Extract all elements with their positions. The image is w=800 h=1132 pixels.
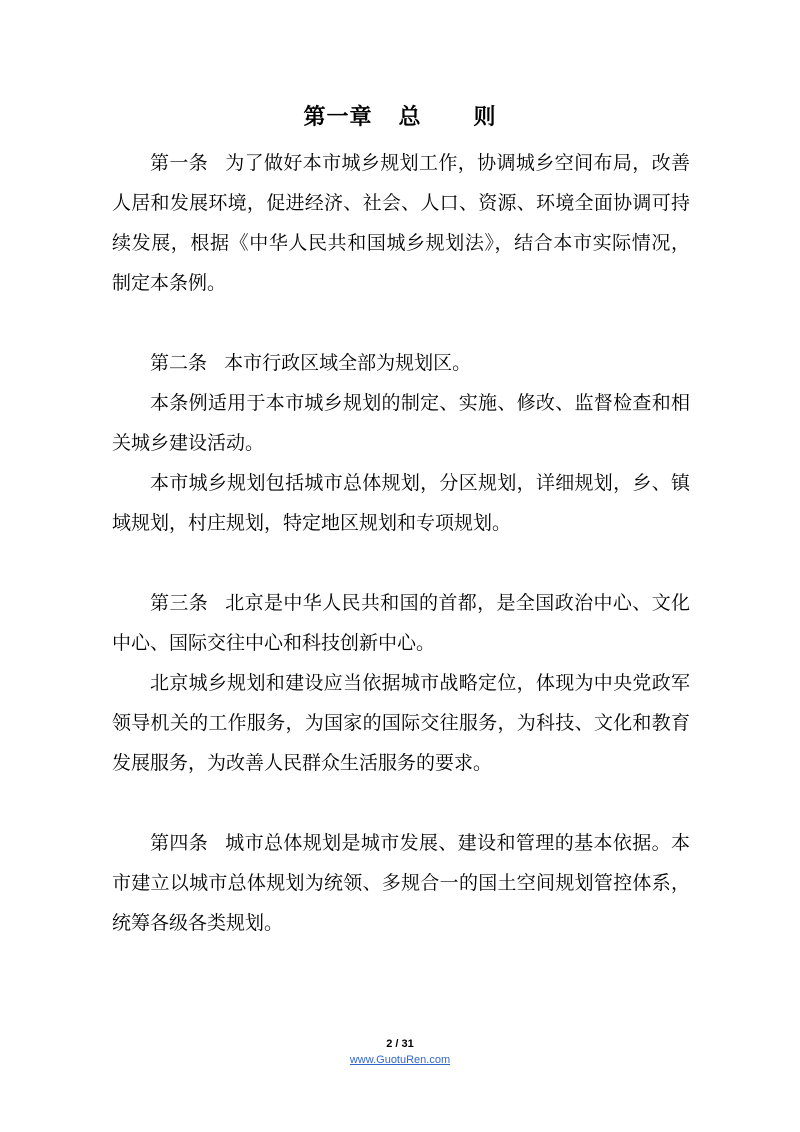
paragraph-gap bbox=[112, 543, 690, 583]
article-2-paragraph-3: 本市城乡规划包括城市总体规划，分区规划，详细规划，乡、镇域规划，村庄规划，特定地区规划和专项规划。 bbox=[112, 472, 690, 534]
article-1-text-1: 为了做好本市城乡规划工作，协调城乡空间布局，改善人居和发展环境，促进经济、社会、人口、资源、环境全面协调可持续发展，根据《中华人民共和国城乡规划法》，结合本市实际情况，制定本条例。 bbox=[112, 152, 690, 294]
page-footer bbox=[0, 1036, 800, 1068]
paragraph-gap bbox=[112, 783, 690, 823]
article-1-number: 第一条 bbox=[150, 152, 209, 174]
paragraph-gap bbox=[112, 303, 690, 343]
article-2-number: 第二条 bbox=[150, 352, 208, 374]
website-link[interactable]: www.GuotuRen.com bbox=[349, 1054, 451, 1066]
article-3-text-1: 北京是中华人民共和国的首都，是全国政治中心、文化中心、国际交往中心和科技创新中心。 bbox=[112, 592, 690, 654]
article-2-text-1: 本市行政区域全部为规划区。 bbox=[224, 352, 472, 374]
article-2-paragraph-2: 本条例适用于本市城乡规划的制定、实施、修改、监督检查和相关城乡建设活动。 bbox=[112, 392, 690, 454]
article-3-paragraph-1 bbox=[112, 583, 690, 663]
chapter-title: 第一章 总 则 bbox=[303, 105, 497, 130]
article-4-text-1: 城市总体规划是城市发展、建设和管理的基本依据。本市建立以城市总体规划为统领、多规合一的国土空间规划管控体系，统筹各级各类规划。 bbox=[112, 832, 690, 934]
article-2-paragraph-1 bbox=[112, 343, 690, 383]
article-4-paragraph-1 bbox=[112, 823, 690, 943]
article-3-paragraph-2: 北京城乡规划和建设应当依据城市战略定位，体现为中央党政军领导机关的工作服务，为国家的国际交往服务，为科技、文化和教育发展服务，为改善人民群众生活服务的要求。 bbox=[112, 672, 690, 774]
article-1-paragraph-1 bbox=[112, 143, 690, 303]
document-body bbox=[112, 143, 690, 943]
page-number: 2 / 31 bbox=[386, 1038, 414, 1050]
article-4-number: 第四条 bbox=[150, 832, 209, 854]
article-3-number: 第三条 bbox=[150, 592, 209, 614]
